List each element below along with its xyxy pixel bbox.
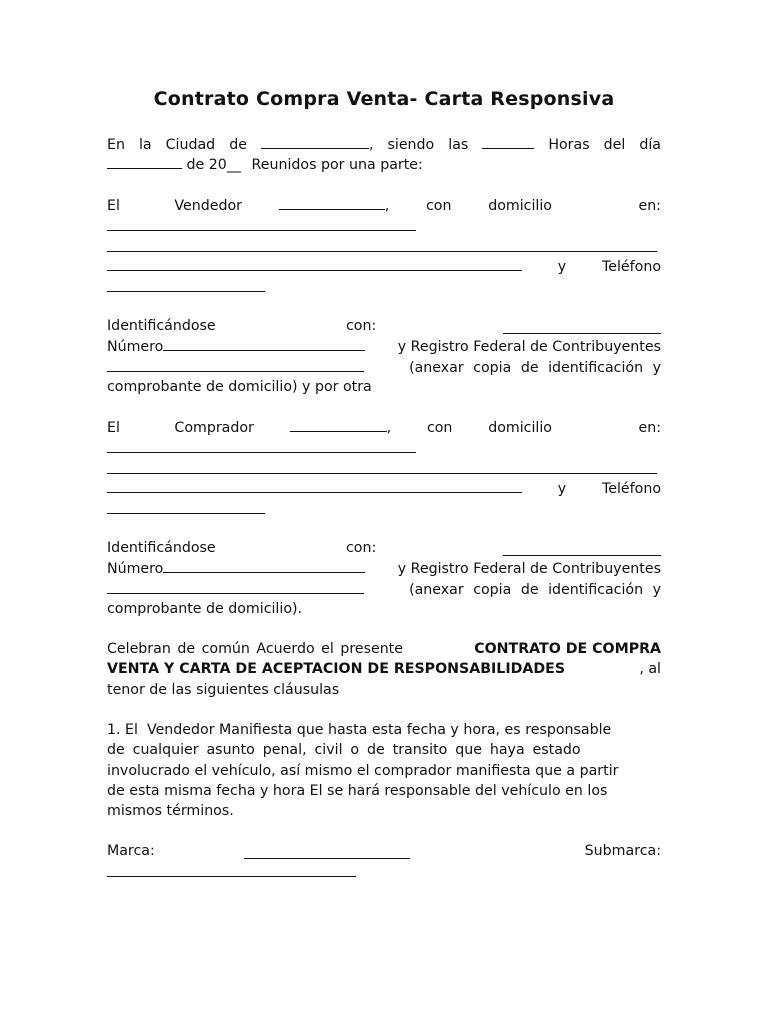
comprador-number-blank[interactable] bbox=[163, 558, 365, 573]
comprobante-text: comprobante de domicilio) y por otra bbox=[107, 378, 372, 395]
submarca-label: Submarca: bbox=[584, 843, 661, 859]
vendedor-id-blank[interactable] bbox=[503, 319, 661, 334]
tenor-text: tenor de las siguientes cláusulas bbox=[107, 681, 340, 698]
vendedor-section: El Vendedor , con domicilio en: y Teléfono bbox=[107, 195, 661, 296]
con-colon-text: con: bbox=[346, 318, 377, 334]
vendedor-address-blank-3[interactable] bbox=[107, 256, 522, 271]
contract-name-bold: CONTRATO DE COMPRA bbox=[474, 641, 661, 657]
submarca-blank[interactable] bbox=[107, 861, 356, 877]
intro-word: día bbox=[639, 137, 661, 153]
y-text: y bbox=[557, 258, 567, 275]
intro-paragraph: En la Ciudad de , siendo las Horas del día de 20__ Reunidos por una parte: bbox=[107, 134, 661, 175]
clausula-1 bbox=[107, 720, 661, 821]
hour-blank[interactable] bbox=[482, 134, 534, 149]
domicilio-text: domicilio en: bbox=[488, 198, 661, 214]
clausula-line: mismos términos. bbox=[107, 803, 234, 820]
day-blank[interactable] bbox=[107, 154, 182, 169]
telefono-text: Teléfono bbox=[602, 258, 661, 275]
contract-name-bold: VENTA Y CARTA DE ACEPTACION DE RESPONSABILIDADES bbox=[107, 661, 566, 678]
reunidos-text: Reunidos por una parte: bbox=[251, 157, 423, 174]
marca-label: Marca: bbox=[107, 843, 155, 859]
celebran-paragraph bbox=[107, 639, 661, 700]
rfc-text: y Registro Federal de Contribuyentes bbox=[397, 561, 661, 578]
comprador-address-blank-1[interactable] bbox=[107, 437, 416, 453]
celebran-text: Celebran de común Acuerdo el presente bbox=[107, 641, 403, 657]
intro-word: Ciudad bbox=[165, 137, 216, 153]
intro-word: de bbox=[229, 137, 247, 153]
clausula-line: 1. El Vendedor Manifiesta que hasta esta fecha y hora, es responsable bbox=[107, 722, 612, 738]
document-title: Contrato Compra Venta- Carta Responsiva bbox=[153, 88, 615, 110]
intro-word: siendo bbox=[387, 137, 435, 153]
rfc-text: y Registro Federal de Contribuyentes bbox=[397, 339, 661, 356]
vendedor-name-blank[interactable] bbox=[279, 195, 385, 210]
intro-word: En bbox=[107, 137, 125, 153]
anexar-text: (anexar copia de identificación y bbox=[409, 359, 661, 376]
domicilio-text: domicilio en: bbox=[488, 420, 661, 436]
con-text: con bbox=[425, 198, 452, 214]
clausula-line: involucrado el vehículo, así mismo el comprador manifiesta que a partir bbox=[107, 762, 619, 779]
intro-word: del bbox=[603, 137, 626, 153]
comprador-address-blank-3[interactable] bbox=[107, 478, 522, 493]
numero-text: Número bbox=[107, 339, 164, 356]
comprador-identification bbox=[107, 538, 661, 619]
clausula-line: de cualquier asunto penal, civil o de transito que haya estado bbox=[107, 742, 581, 759]
year-text: de 20__ bbox=[186, 157, 242, 174]
anexar-text: (anexar copia de identificación y bbox=[409, 581, 661, 598]
vehiculo-section bbox=[107, 841, 661, 882]
vendedor-identification bbox=[107, 316, 661, 397]
comprador-label: El Comprador bbox=[107, 420, 254, 436]
intro-word: las bbox=[448, 137, 469, 153]
vendedor-address-blank-2[interactable] bbox=[107, 236, 657, 252]
intro-word: Horas bbox=[548, 137, 590, 153]
telefono-text: Teléfono bbox=[602, 480, 661, 497]
comprador-name-blank[interactable] bbox=[290, 417, 387, 432]
vendedor-number-blank[interactable] bbox=[163, 336, 365, 351]
intro-word: la bbox=[138, 137, 152, 153]
clausula-line: de esta misma fecha y hora El se hará responsable del vehículo en los bbox=[107, 782, 608, 799]
vendedor-rfc-blank[interactable] bbox=[107, 357, 364, 372]
con-text: con bbox=[426, 420, 453, 436]
vendedor-address-blank-1[interactable] bbox=[107, 215, 416, 231]
comprobante-text: comprobante de domicilio). bbox=[107, 600, 303, 617]
comprador-rfc-blank[interactable] bbox=[107, 579, 364, 594]
comprador-section: El Comprador , con domicilio en: y Teléfono bbox=[107, 417, 661, 518]
city-blank[interactable] bbox=[261, 134, 369, 149]
con-colon-text: con: bbox=[346, 540, 377, 556]
identificandose-text: Identificándose bbox=[107, 318, 216, 334]
vendedor-phone-blank[interactable] bbox=[107, 276, 265, 292]
marca-blank[interactable] bbox=[244, 844, 410, 859]
identificandose-text: Identificándose bbox=[107, 540, 216, 556]
comprador-id-blank[interactable] bbox=[503, 541, 661, 556]
comprador-address-blank-2[interactable] bbox=[107, 458, 657, 474]
comprador-phone-blank[interactable] bbox=[107, 498, 265, 514]
vendedor-label: El Vendedor bbox=[107, 198, 242, 214]
al-text: , al bbox=[639, 661, 661, 678]
numero-text: Número bbox=[107, 561, 164, 578]
y-text: y bbox=[557, 480, 567, 497]
